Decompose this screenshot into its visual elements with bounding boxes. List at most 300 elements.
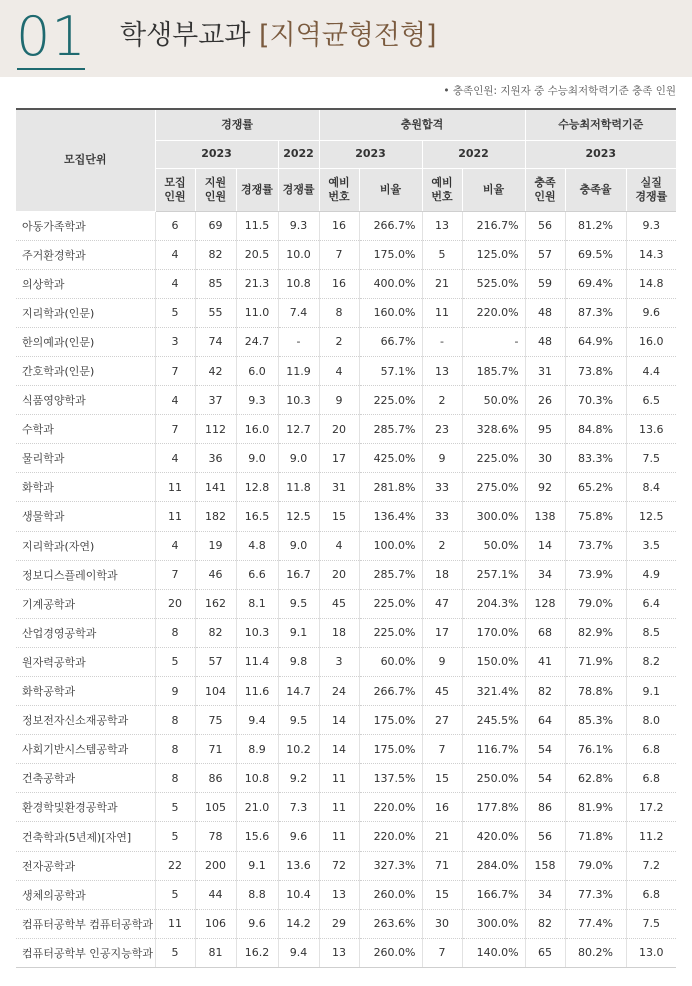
cell-quota: 5 [155, 298, 195, 327]
cell-rate-2022: 7.4 [278, 298, 319, 327]
cell-met-rate: 78.8% [565, 677, 626, 706]
cell-unit-name: 지리학과(자연) [16, 531, 155, 560]
cell-met-count: 59 [525, 269, 565, 298]
cell-rate-2023: 11.0 [236, 298, 278, 327]
cell-rate-2022: 10.8 [278, 269, 319, 298]
cell-applicants: 200 [195, 851, 236, 880]
cell-met-count: 56 [525, 211, 565, 240]
cell-wait-2023: 15 [319, 502, 359, 531]
cell-wait-2023: 24 [319, 677, 359, 706]
cell-unit-name: 의상학과 [16, 269, 155, 298]
cell-unit-name: 생체의공학과 [16, 880, 155, 909]
cell-unit-name: 건축학과(5년제)[자연] [16, 822, 155, 851]
cell-real-rate: 6.8 [626, 764, 676, 793]
cell-quota: 22 [155, 851, 195, 880]
cell-real-rate: 7.5 [626, 444, 676, 473]
cell-quota: 7 [155, 560, 195, 589]
cell-quota: 5 [155, 793, 195, 822]
cell-applicants: 36 [195, 444, 236, 473]
cell-wait-2023: 29 [319, 909, 359, 938]
header-extra-2022: 2022 [422, 140, 525, 168]
cell-ratio-2023: 175.0% [359, 735, 422, 764]
cell-applicants: 81 [195, 938, 236, 967]
header-comp-2022: 2022 [278, 140, 319, 168]
cell-met-count: 92 [525, 473, 565, 502]
cell-met-count: 158 [525, 851, 565, 880]
cell-met-count: 128 [525, 589, 565, 618]
cell-ratio-2022: 170.0% [462, 618, 525, 647]
cell-quota: 4 [155, 444, 195, 473]
cell-real-rate: 9.6 [626, 298, 676, 327]
table-row [16, 269, 676, 298]
cell-wait-2023: 31 [319, 473, 359, 502]
cell-rate-2023: 16.2 [236, 938, 278, 967]
cell-applicants: 162 [195, 589, 236, 618]
cell-rate-2023: 8.8 [236, 880, 278, 909]
cell-ratio-2023: 137.5% [359, 764, 422, 793]
cell-ratio-2022: 166.7% [462, 880, 525, 909]
cell-rate-2022: 9.5 [278, 589, 319, 618]
cell-applicants: 85 [195, 269, 236, 298]
cell-ratio-2022: 250.0% [462, 764, 525, 793]
cell-applicants: 86 [195, 764, 236, 793]
cell-quota: 9 [155, 677, 195, 706]
cell-unit-name: 한의예과(인문) [16, 327, 155, 356]
cell-ratio-2023: 60.0% [359, 647, 422, 676]
header-met-rate: 충족율 [565, 168, 626, 211]
cell-rate-2022: 9.6 [278, 822, 319, 851]
cell-wait-2022: 71 [422, 851, 462, 880]
cell-unit-name: 수학과 [16, 415, 155, 444]
table-row [16, 327, 676, 356]
cell-real-rate: 8.5 [626, 618, 676, 647]
cell-unit-name: 아동가족학과 [16, 211, 155, 240]
title-accent: [지역균형전형] [259, 20, 437, 51]
table-row [16, 298, 676, 327]
cell-rate-2022: - [278, 327, 319, 356]
cell-quota: 3 [155, 327, 195, 356]
cell-wait-2022: 2 [422, 531, 462, 560]
cell-wait-2023: 9 [319, 386, 359, 415]
cell-rate-2022: 9.1 [278, 618, 319, 647]
header-extra-2023: 2023 [319, 140, 422, 168]
cell-rate-2022: 9.0 [278, 531, 319, 560]
footnote: • 충족인원: 지원자 중 수능최저학력기준 충족 인원 [443, 85, 676, 97]
cell-rate-2022: 12.7 [278, 415, 319, 444]
cell-quota: 8 [155, 764, 195, 793]
cell-rate-2023: 6.0 [236, 356, 278, 385]
cell-met-rate: 77.4% [565, 909, 626, 938]
cell-rate-2022: 10.2 [278, 735, 319, 764]
cell-ratio-2022: 257.1% [462, 560, 525, 589]
cell-real-rate: 6.4 [626, 589, 676, 618]
section-number-underline [17, 68, 85, 70]
cell-ratio-2022: 50.0% [462, 531, 525, 560]
cell-met-rate: 79.0% [565, 851, 626, 880]
table-row [16, 444, 676, 473]
cell-wait-2022: 18 [422, 560, 462, 589]
cell-wait-2022: 33 [422, 473, 462, 502]
cell-applicants: 74 [195, 327, 236, 356]
cell-unit-name: 건축공학과 [16, 764, 155, 793]
cell-rate-2023: 10.3 [236, 618, 278, 647]
cell-ratio-2022: 220.0% [462, 298, 525, 327]
title-main: 학생부교과 [120, 20, 251, 51]
cell-quota: 5 [155, 647, 195, 676]
cell-rate-2022: 9.3 [278, 211, 319, 240]
cell-rate-2022: 9.4 [278, 938, 319, 967]
cell-wait-2022: - [422, 327, 462, 356]
cell-met-count: 68 [525, 618, 565, 647]
cell-wait-2023: 11 [319, 822, 359, 851]
cell-applicants: 55 [195, 298, 236, 327]
cell-applicants: 141 [195, 473, 236, 502]
cell-met-rate: 77.3% [565, 880, 626, 909]
cell-ratio-2022: 525.0% [462, 269, 525, 298]
cell-wait-2023: 20 [319, 415, 359, 444]
cell-rate-2023: 9.3 [236, 386, 278, 415]
table-row [16, 502, 676, 531]
cell-unit-name: 정보디스플레이학과 [16, 560, 155, 589]
header-ratio-2022: 비율 [462, 168, 525, 211]
cell-wait-2022: 7 [422, 735, 462, 764]
header-comp-2023: 2023 [155, 140, 278, 168]
cell-real-rate: 8.0 [626, 706, 676, 735]
cell-met-rate: 87.3% [565, 298, 626, 327]
cell-applicants: 104 [195, 677, 236, 706]
cell-rate-2023: 20.5 [236, 240, 278, 269]
header-wait-2023: 예비 번호 [319, 168, 359, 211]
cell-met-rate: 73.9% [565, 560, 626, 589]
cell-real-rate: 17.2 [626, 793, 676, 822]
cell-unit-name: 전자공학과 [16, 851, 155, 880]
cell-rate-2022: 9.8 [278, 647, 319, 676]
table-row [16, 473, 676, 502]
cell-ratio-2022: 328.6% [462, 415, 525, 444]
cell-rate-2023: 9.4 [236, 706, 278, 735]
cell-ratio-2023: 57.1% [359, 356, 422, 385]
cell-met-rate: 80.2% [565, 938, 626, 967]
cell-real-rate: 4.4 [626, 356, 676, 385]
cell-rate-2023: 11.4 [236, 647, 278, 676]
cell-ratio-2022: 177.8% [462, 793, 525, 822]
cell-wait-2023: 11 [319, 793, 359, 822]
cell-quota: 5 [155, 938, 195, 967]
cell-applicants: 182 [195, 502, 236, 531]
cell-ratio-2023: 225.0% [359, 589, 422, 618]
table-row [16, 793, 676, 822]
cell-real-rate: 6.5 [626, 386, 676, 415]
cell-wait-2022: 21 [422, 822, 462, 851]
cell-met-count: 26 [525, 386, 565, 415]
cell-applicants: 44 [195, 880, 236, 909]
cell-rate-2022: 13.6 [278, 851, 319, 880]
header-extra-admit: 충원합격 [319, 109, 525, 140]
table-row [16, 706, 676, 735]
cell-quota: 4 [155, 386, 195, 415]
header-wait-2022: 예비 번호 [422, 168, 462, 211]
cell-wait-2023: 13 [319, 880, 359, 909]
cell-real-rate: 14.8 [626, 269, 676, 298]
cell-ratio-2023: 285.7% [359, 415, 422, 444]
cell-ratio-2023: 260.0% [359, 938, 422, 967]
cell-rate-2022: 9.2 [278, 764, 319, 793]
table-row [16, 386, 676, 415]
cell-real-rate: 6.8 [626, 735, 676, 764]
cell-met-count: 65 [525, 938, 565, 967]
cell-rate-2023: 9.1 [236, 851, 278, 880]
cell-unit-name: 사회기반시스템공학과 [16, 735, 155, 764]
cell-wait-2022: 33 [422, 502, 462, 531]
cell-unit-name: 산업경영공학과 [16, 618, 155, 647]
cell-ratio-2022: 50.0% [462, 386, 525, 415]
cell-wait-2022: 15 [422, 764, 462, 793]
table-row [16, 211, 676, 240]
cell-rate-2023: 12.8 [236, 473, 278, 502]
cell-real-rate: 8.4 [626, 473, 676, 502]
table-row [16, 240, 676, 269]
table-row [16, 880, 676, 909]
cell-rate-2023: 8.1 [236, 589, 278, 618]
cell-unit-name: 기계공학과 [16, 589, 155, 618]
cell-quota: 4 [155, 269, 195, 298]
table-row [16, 647, 676, 676]
cell-quota: 6 [155, 211, 195, 240]
table-row [16, 909, 676, 938]
section-number: 01 [16, 5, 87, 68]
cell-applicants: 69 [195, 211, 236, 240]
cell-met-count: 31 [525, 356, 565, 385]
cell-unit-name: 주거환경학과 [16, 240, 155, 269]
cell-rate-2023: 9.0 [236, 444, 278, 473]
table-row [16, 531, 676, 560]
cell-unit-name: 정보전자신소재공학과 [16, 706, 155, 735]
cell-rate-2023: 11.5 [236, 211, 278, 240]
cell-rate-2022: 7.3 [278, 793, 319, 822]
cell-met-count: 64 [525, 706, 565, 735]
cell-met-rate: 84.8% [565, 415, 626, 444]
cell-real-rate: 16.0 [626, 327, 676, 356]
cell-real-rate: 11.2 [626, 822, 676, 851]
cell-wait-2022: 2 [422, 386, 462, 415]
cell-real-rate: 8.2 [626, 647, 676, 676]
cell-met-count: 86 [525, 793, 565, 822]
cell-unit-name: 생물학과 [16, 502, 155, 531]
cell-met-rate: 82.9% [565, 618, 626, 647]
cell-wait-2023: 3 [319, 647, 359, 676]
cell-ratio-2022: 185.7% [462, 356, 525, 385]
page-header [0, 0, 692, 77]
table-row [16, 822, 676, 851]
cell-met-rate: 71.9% [565, 647, 626, 676]
cell-real-rate: 7.5 [626, 909, 676, 938]
cell-applicants: 82 [195, 240, 236, 269]
cell-wait-2022: 13 [422, 356, 462, 385]
cell-unit-name: 식품영양학과 [16, 386, 155, 415]
cell-quota: 4 [155, 240, 195, 269]
cell-quota: 11 [155, 473, 195, 502]
table-row [16, 618, 676, 647]
cell-ratio-2023: 100.0% [359, 531, 422, 560]
cell-wait-2022: 16 [422, 793, 462, 822]
cell-applicants: 105 [195, 793, 236, 822]
cell-rate-2022: 14.2 [278, 909, 319, 938]
cell-ratio-2023: 260.0% [359, 880, 422, 909]
cell-real-rate: 13.0 [626, 938, 676, 967]
cell-real-rate: 9.1 [626, 677, 676, 706]
table-row [16, 735, 676, 764]
cell-rate-2022: 10.4 [278, 880, 319, 909]
cell-ratio-2023: 266.7% [359, 677, 422, 706]
cell-ratio-2022: 225.0% [462, 444, 525, 473]
cell-unit-name: 환경학및환경공학과 [16, 793, 155, 822]
cell-ratio-2022: 275.0% [462, 473, 525, 502]
cell-real-rate: 14.3 [626, 240, 676, 269]
cell-wait-2023: 45 [319, 589, 359, 618]
cell-ratio-2023: 263.6% [359, 909, 422, 938]
cell-met-count: 54 [525, 764, 565, 793]
cell-ratio-2022: 125.0% [462, 240, 525, 269]
cell-applicants: 46 [195, 560, 236, 589]
cell-met-count: 138 [525, 502, 565, 531]
cell-met-rate: 71.8% [565, 822, 626, 851]
cell-wait-2022: 7 [422, 938, 462, 967]
table-body [16, 211, 676, 967]
cell-wait-2023: 16 [319, 269, 359, 298]
cell-ratio-2023: 175.0% [359, 706, 422, 735]
cell-ratio-2023: 220.0% [359, 793, 422, 822]
cell-met-count: 95 [525, 415, 565, 444]
header-quota: 모집 인원 [155, 168, 195, 211]
cell-real-rate: 4.9 [626, 560, 676, 589]
cell-met-count: 41 [525, 647, 565, 676]
cell-rate-2023: 10.8 [236, 764, 278, 793]
cell-real-rate: 3.5 [626, 531, 676, 560]
header-real-rate: 실질 경쟁률 [626, 168, 676, 211]
cell-met-rate: 73.7% [565, 531, 626, 560]
cell-met-rate: 73.8% [565, 356, 626, 385]
cell-unit-name: 물리학과 [16, 444, 155, 473]
cell-met-count: 14 [525, 531, 565, 560]
cell-wait-2022: 23 [422, 415, 462, 444]
cell-ratio-2023: 225.0% [359, 618, 422, 647]
cell-real-rate: 7.2 [626, 851, 676, 880]
cell-unit-name: 원자력공학과 [16, 647, 155, 676]
table-row [16, 764, 676, 793]
cell-applicants: 112 [195, 415, 236, 444]
cell-wait-2023: 7 [319, 240, 359, 269]
table-row [16, 938, 676, 967]
cell-wait-2023: 14 [319, 735, 359, 764]
cell-rate-2023: 6.6 [236, 560, 278, 589]
cell-ratio-2023: 66.7% [359, 327, 422, 356]
cell-rate-2022: 10.3 [278, 386, 319, 415]
cell-ratio-2022: 116.7% [462, 735, 525, 764]
cell-ratio-2023: 281.8% [359, 473, 422, 502]
cell-ratio-2022: 420.0% [462, 822, 525, 851]
cell-rate-2022: 10.0 [278, 240, 319, 269]
cell-met-count: 82 [525, 677, 565, 706]
cell-met-count: 82 [525, 909, 565, 938]
cell-quota: 20 [155, 589, 195, 618]
cell-rate-2023: 21.0 [236, 793, 278, 822]
cell-applicants: 19 [195, 531, 236, 560]
cell-wait-2023: 14 [319, 706, 359, 735]
cell-rate-2023: 16.0 [236, 415, 278, 444]
cell-met-rate: 81.9% [565, 793, 626, 822]
cell-wait-2022: 21 [422, 269, 462, 298]
cell-met-rate: 76.1% [565, 735, 626, 764]
cell-unit-name: 화학과 [16, 473, 155, 502]
cell-wait-2023: 17 [319, 444, 359, 473]
cell-applicants: 71 [195, 735, 236, 764]
cell-unit-name: 화학공학과 [16, 677, 155, 706]
cell-met-count: 34 [525, 560, 565, 589]
cell-ratio-2022: - [462, 327, 525, 356]
header-ratio-2023: 비율 [359, 168, 422, 211]
cell-applicants: 106 [195, 909, 236, 938]
cell-met-count: 48 [525, 298, 565, 327]
cell-ratio-2022: 150.0% [462, 647, 525, 676]
admission-results-table [16, 108, 676, 968]
cell-wait-2022: 9 [422, 647, 462, 676]
cell-real-rate: 9.3 [626, 211, 676, 240]
table-row [16, 356, 676, 385]
cell-met-rate: 70.3% [565, 386, 626, 415]
cell-ratio-2023: 327.3% [359, 851, 422, 880]
cell-wait-2023: 4 [319, 531, 359, 560]
cell-ratio-2022: 300.0% [462, 502, 525, 531]
cell-met-rate: 83.3% [565, 444, 626, 473]
cell-unit-name: 컴퓨터공학부 컴퓨터공학과 [16, 909, 155, 938]
cell-ratio-2022: 321.4% [462, 677, 525, 706]
cell-ratio-2023: 160.0% [359, 298, 422, 327]
cell-rate-2022: 11.9 [278, 356, 319, 385]
cell-ratio-2022: 300.0% [462, 909, 525, 938]
cell-quota: 11 [155, 502, 195, 531]
cell-ratio-2022: 245.5% [462, 706, 525, 735]
cell-quota: 5 [155, 822, 195, 851]
header-csat: 수능최저학력기준 [525, 109, 676, 140]
cell-wait-2023: 2 [319, 327, 359, 356]
cell-rate-2023: 21.3 [236, 269, 278, 298]
cell-applicants: 42 [195, 356, 236, 385]
header-rate-2022: 경쟁률 [278, 168, 319, 211]
cell-wait-2023: 4 [319, 356, 359, 385]
cell-rate-2023: 16.5 [236, 502, 278, 531]
cell-rate-2023: 15.6 [236, 822, 278, 851]
cell-applicants: 82 [195, 618, 236, 647]
cell-quota: 8 [155, 618, 195, 647]
cell-applicants: 75 [195, 706, 236, 735]
cell-wait-2023: 16 [319, 211, 359, 240]
header-competition: 경쟁률 [155, 109, 319, 140]
cell-wait-2022: 15 [422, 880, 462, 909]
cell-met-rate: 69.5% [565, 240, 626, 269]
cell-ratio-2023: 225.0% [359, 386, 422, 415]
cell-wait-2022: 5 [422, 240, 462, 269]
table-row [16, 851, 676, 880]
cell-unit-name: 간호학과(인문) [16, 356, 155, 385]
cell-applicants: 57 [195, 647, 236, 676]
cell-ratio-2023: 425.0% [359, 444, 422, 473]
table-row [16, 589, 676, 618]
cell-quota: 7 [155, 356, 195, 385]
cell-met-count: 56 [525, 822, 565, 851]
cell-rate-2022: 11.8 [278, 473, 319, 502]
cell-ratio-2022: 204.3% [462, 589, 525, 618]
cell-met-count: 57 [525, 240, 565, 269]
